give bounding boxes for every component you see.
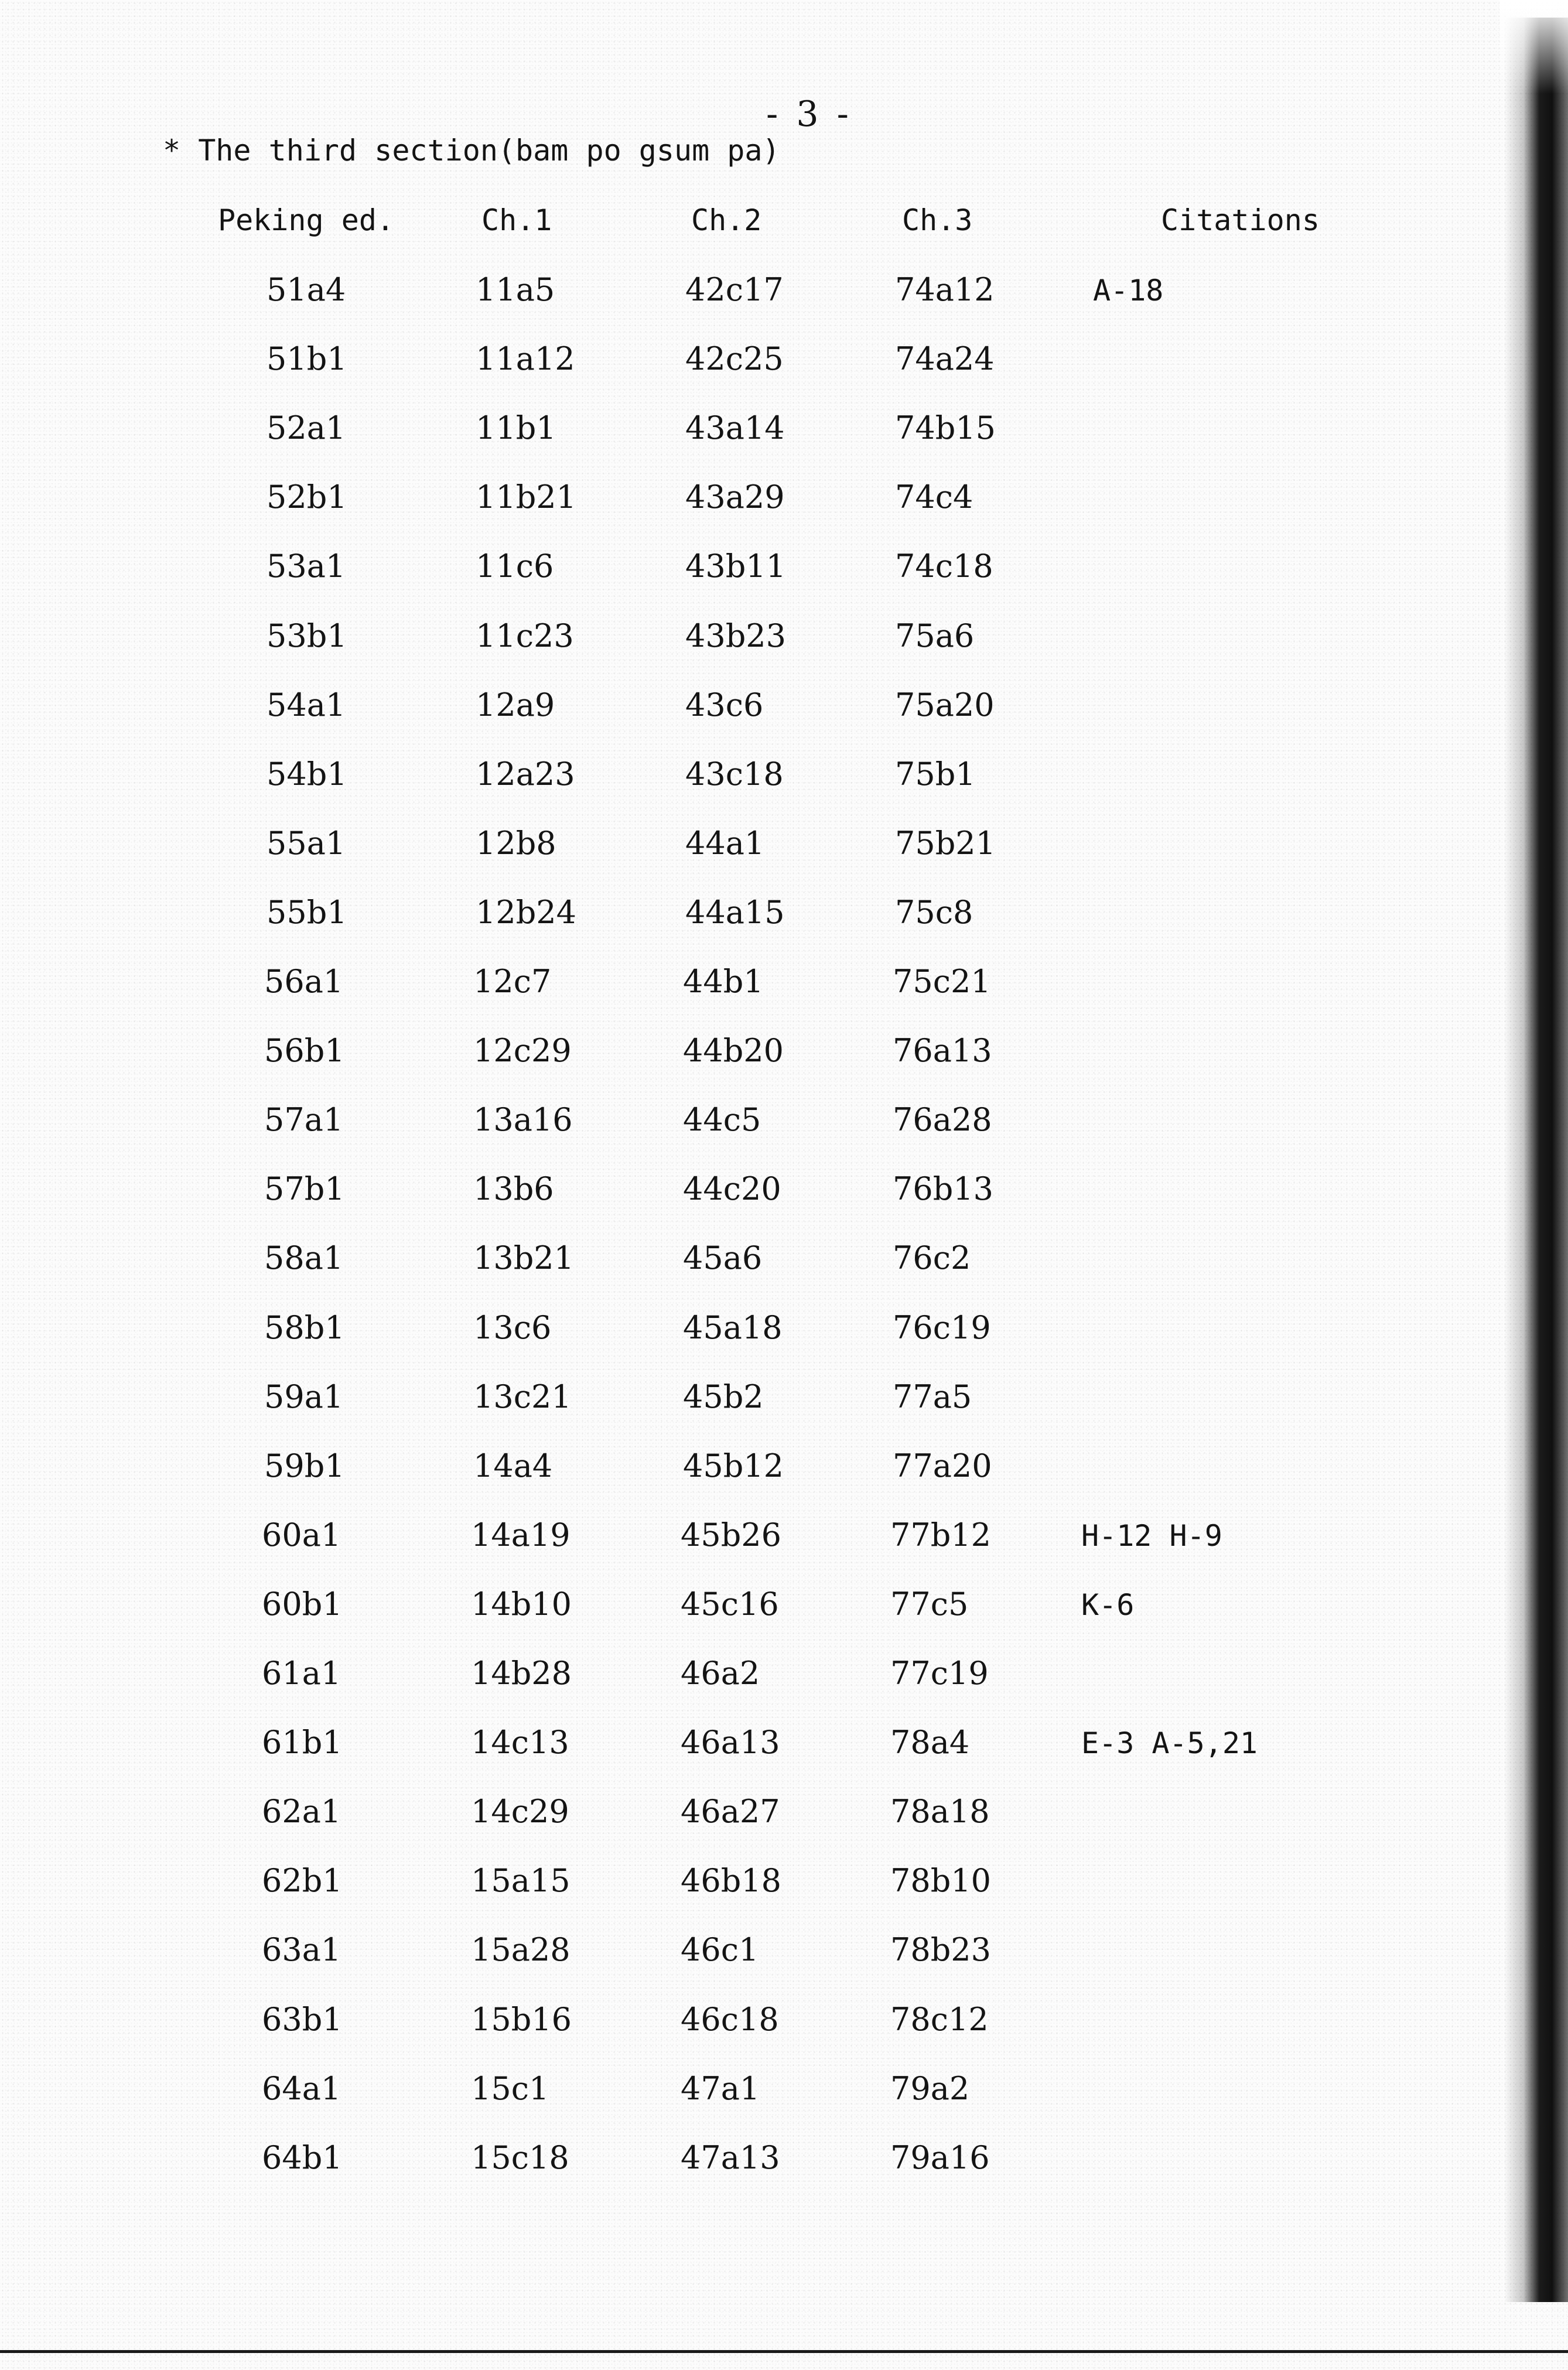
cell-ch1: 14b10 xyxy=(471,1586,572,1623)
cell-ch3: 77c5 xyxy=(890,1586,969,1623)
cell-peking: 54a1 xyxy=(267,687,346,723)
cell-peking: 64b1 xyxy=(262,2139,343,2176)
header-ch1: Ch.1 xyxy=(481,203,552,237)
cell-ch2: 46c1 xyxy=(681,1931,759,1968)
cell-peking: 52b1 xyxy=(267,479,347,515)
cell-ch3: 78a18 xyxy=(890,1793,990,1830)
cell-ch3: 75a20 xyxy=(895,687,995,723)
cell-ch2: 45b12 xyxy=(683,1447,784,1484)
cell-ch1: 11b21 xyxy=(476,479,576,515)
cell-peking: 51a4 xyxy=(267,271,346,308)
cell-ch2: 44a1 xyxy=(685,825,765,862)
cell-ch3: 78b23 xyxy=(890,1931,991,1968)
cell-ch3: 74b15 xyxy=(895,409,996,446)
cell-ch1: 13b21 xyxy=(473,1239,574,1276)
cell-ch3: 77b12 xyxy=(890,1517,991,1553)
cell-ch2: 44b20 xyxy=(683,1032,784,1069)
cell-peking: 55a1 xyxy=(267,825,346,862)
header-peking-ed: Peking ed. xyxy=(218,203,395,237)
cell-ch1: 14b28 xyxy=(471,1655,572,1692)
cell-ch2: 44b1 xyxy=(683,963,764,1000)
header-ch3: Ch.3 xyxy=(902,203,973,237)
cell-ch1: 15a15 xyxy=(471,1862,571,1899)
cell-peking: 57a1 xyxy=(264,1101,344,1138)
cell-ch2: 46c18 xyxy=(681,2001,779,2038)
cell-ch2: 42c25 xyxy=(685,340,784,377)
cell-ch1: 15c1 xyxy=(471,2070,549,2107)
cell-ch3: 75c21 xyxy=(893,963,991,1000)
cell-peking: 56b1 xyxy=(264,1032,345,1069)
cell-peking: 59a1 xyxy=(264,1378,344,1415)
scan-edge-fade xyxy=(1499,0,1568,94)
cell-peking: 52a1 xyxy=(267,409,346,446)
cell-ch2: 43b23 xyxy=(685,617,786,654)
cell-peking: 53b1 xyxy=(267,617,347,654)
cell-citations: E-3 A-5,21 xyxy=(1081,1726,1258,1760)
cell-ch2: 43b11 xyxy=(685,548,786,585)
cell-ch3: 77a5 xyxy=(893,1378,972,1415)
cell-ch1: 13c6 xyxy=(473,1309,552,1346)
section-title: * The third section(bam po gsum pa) xyxy=(163,134,780,168)
cell-ch2: 45a6 xyxy=(683,1239,763,1276)
cell-ch1: 11a12 xyxy=(476,340,575,377)
cell-peking: 55b1 xyxy=(267,894,347,931)
cell-peking: 58b1 xyxy=(264,1309,345,1346)
cell-peking: 59b1 xyxy=(264,1447,345,1484)
cell-ch1: 12c7 xyxy=(473,963,552,1000)
cell-ch1: 14c29 xyxy=(471,1793,569,1830)
cell-ch1: 12b8 xyxy=(476,825,556,862)
cell-ch2: 44a15 xyxy=(685,894,785,931)
cell-ch2: 43c6 xyxy=(685,687,764,723)
cell-ch3: 74c4 xyxy=(895,479,973,515)
cell-ch1: 11c23 xyxy=(476,617,574,654)
cell-ch2: 45c16 xyxy=(681,1586,779,1623)
cell-ch3: 78b10 xyxy=(890,1862,991,1899)
cell-peking: 61b1 xyxy=(262,1724,343,1761)
cell-peking: 62b1 xyxy=(262,1862,343,1899)
cell-peking: 63b1 xyxy=(262,2001,343,2038)
cell-ch1: 13b6 xyxy=(473,1170,554,1207)
cell-ch3: 75c8 xyxy=(895,894,973,931)
page-number: - 3 - xyxy=(766,94,852,135)
cell-ch2: 42c17 xyxy=(685,271,784,308)
cell-ch1: 15b16 xyxy=(471,2001,572,2038)
cell-ch3: 78c12 xyxy=(890,2001,989,2038)
cell-peking: 57b1 xyxy=(264,1170,345,1207)
cell-ch1: 12c29 xyxy=(473,1032,572,1069)
cell-peking: 54b1 xyxy=(267,756,347,793)
cell-ch2: 44c5 xyxy=(683,1101,761,1138)
cell-peking: 51b1 xyxy=(267,340,347,377)
cell-ch1: 15a28 xyxy=(471,1931,571,1968)
cell-ch3: 75a6 xyxy=(895,617,975,654)
cell-ch1: 11c6 xyxy=(476,548,554,585)
cell-ch1: 11a5 xyxy=(476,271,555,308)
cell-ch3: 77c19 xyxy=(890,1655,989,1692)
cell-citations: K-6 xyxy=(1081,1588,1135,1622)
scan-edge-shadow xyxy=(1504,18,1568,2302)
cell-peking: 64a1 xyxy=(262,2070,341,2107)
cell-peking: 63a1 xyxy=(262,1931,341,1968)
cell-ch2: 43a14 xyxy=(685,409,785,446)
cell-ch2: 46a2 xyxy=(681,1655,760,1692)
cell-ch2: 45a18 xyxy=(683,1309,783,1346)
cell-peking: 62a1 xyxy=(262,1793,341,1830)
cell-ch1: 14c13 xyxy=(471,1724,569,1761)
cell-peking: 61a1 xyxy=(262,1655,341,1692)
cell-ch1: 13a16 xyxy=(473,1101,573,1138)
cell-ch1: 12a23 xyxy=(476,756,575,793)
cell-ch3: 77a20 xyxy=(893,1447,992,1484)
cell-ch2: 47a13 xyxy=(681,2139,780,2176)
cell-ch3: 76b13 xyxy=(893,1170,993,1207)
page-bottom-rule xyxy=(0,2350,1568,2353)
cell-ch2: 46b18 xyxy=(681,1862,781,1899)
cell-peking: 58a1 xyxy=(264,1239,344,1276)
cell-ch3: 75b1 xyxy=(895,756,976,793)
cell-ch3: 76c19 xyxy=(893,1309,991,1346)
cell-ch1: 15c18 xyxy=(471,2139,569,2176)
cell-ch3: 76c2 xyxy=(893,1239,971,1276)
cell-ch1: 11b1 xyxy=(476,409,556,446)
cell-ch2: 46a27 xyxy=(681,1793,780,1830)
cell-peking: 56a1 xyxy=(264,963,344,1000)
cell-ch2: 47a1 xyxy=(681,2070,760,2107)
cell-ch3: 74a24 xyxy=(895,340,995,377)
header-citations: Citations xyxy=(1161,203,1320,237)
cell-ch3: 79a16 xyxy=(890,2139,990,2176)
cell-ch3: 78a4 xyxy=(890,1724,970,1761)
cell-ch1: 12a9 xyxy=(476,687,555,723)
cell-ch2: 43a29 xyxy=(685,479,785,515)
cell-peking: 60b1 xyxy=(262,1586,343,1623)
cell-ch3: 74c18 xyxy=(895,548,993,585)
cell-ch2: 45b26 xyxy=(681,1517,781,1553)
cell-ch1: 14a4 xyxy=(473,1447,553,1484)
cell-ch2: 46a13 xyxy=(681,1724,780,1761)
cell-ch1: 13c21 xyxy=(473,1378,572,1415)
cell-ch3: 79a2 xyxy=(890,2070,970,2107)
cell-ch3: 74a12 xyxy=(895,271,995,308)
cell-ch2: 44c20 xyxy=(683,1170,781,1207)
cell-ch1: 14a19 xyxy=(471,1517,571,1553)
cell-ch2: 45b2 xyxy=(683,1378,764,1415)
cell-ch3: 76a13 xyxy=(893,1032,992,1069)
cell-peking: 60a1 xyxy=(262,1517,341,1553)
cell-citations: A-18 xyxy=(1093,274,1164,308)
cell-peking: 53a1 xyxy=(267,548,346,585)
header-ch2: Ch.2 xyxy=(691,203,762,237)
cell-ch3: 76a28 xyxy=(893,1101,992,1138)
cell-citations: H-12 H-9 xyxy=(1081,1519,1222,1553)
cell-ch1: 12b24 xyxy=(476,894,576,931)
cell-ch2: 43c18 xyxy=(685,756,784,793)
cell-ch3: 75b21 xyxy=(895,825,996,862)
